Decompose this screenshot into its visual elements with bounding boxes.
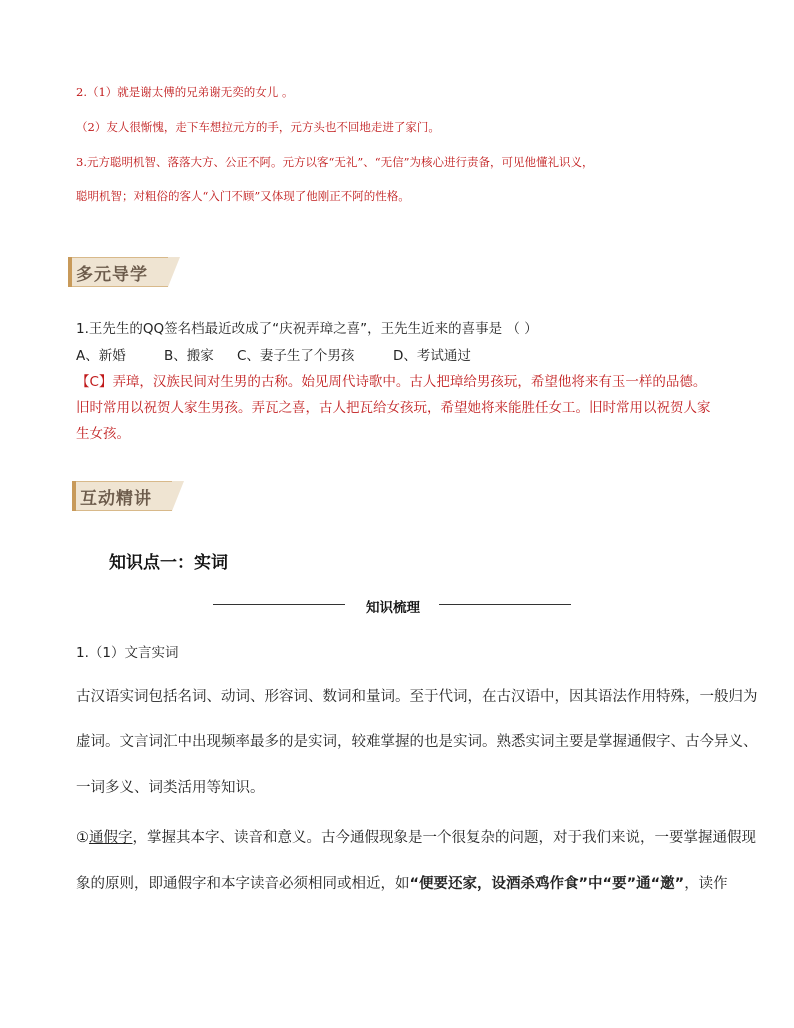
example-quote: “便要还家，设酒杀鸡作食”中“要”通“邀” [409, 876, 685, 892]
option-d: D、考试通过 [393, 348, 471, 364]
section-tag-hudong [72, 481, 172, 511]
answer-line-3: 3.元方聪明机智、落落大方、公正不阿。元方以客“无礼”、“无信”为核心进行责备，可见他懂礼识义， [76, 155, 594, 169]
paragraph-1-line-3: 一词多义、词类活用等知识。 [76, 780, 265, 796]
question-stem: 1.王先生的QQ签名档最近改成了“庆祝弄璋之喜”，王先生近来的喜事是 （ ） [76, 321, 538, 337]
section-title: 互动精讲 [80, 489, 152, 509]
paragraph-1-line-2: 虚词。文言词汇中出现频率最多的是实词，较难掌握的也是实词。熟悉实词主要是掌握通假字、古今异义、 [76, 734, 758, 750]
paragraph-2-text-a: 象的原则，即通假字和本字读音必须相同或相近，如 [76, 876, 410, 892]
option-a: A、新婚 [76, 348, 126, 364]
divider-left [213, 604, 345, 605]
item-title: 1.（1）文言实词 [76, 645, 179, 661]
explanation-line-3: 生女孩。 [76, 426, 130, 442]
divider-right [439, 604, 571, 605]
paragraph-2-line-2 [76, 872, 728, 893]
divider-label: 知识梳理 [366, 600, 420, 616]
paragraph-2-line-1 [76, 826, 756, 847]
paragraph-2-text: ，掌握其本字、读音和意义。古今通假现象是一个很复杂的问题，对于我们来说，一要掌握通假现 [132, 830, 756, 846]
section-title: 多元导学 [76, 265, 148, 285]
term-tongjiazi: 通假字 [89, 830, 133, 846]
knowledge-heading: 知识点一：实词 [109, 553, 228, 573]
explanation-text: 弄璋，汉族民间对生男的古称。始见周代诗歌中。古人把璋给男孩玩，希望他将来有玉一样的品德。 [112, 374, 707, 390]
option-b: B、搬家 [164, 348, 214, 364]
answer-line-1: 2.（1）就是谢太傅的兄弟谢无奕的女儿 。 [76, 85, 294, 99]
section-tag-duoyuan [68, 257, 168, 287]
paragraph-2-text-c: ，读作 [684, 876, 728, 892]
answer-line-4: 聪明机智；对粗俗的客人“入门不顾”又体现了他刚正不阿的性格。 [76, 189, 410, 203]
circled-number: ① [76, 830, 89, 846]
answer-tag: 【C】 [76, 374, 113, 390]
explanation-line-2: 旧时常用以祝贺人家生男孩。弄瓦之喜，古人把瓦给女孩玩，希望她将来能胜任女工。旧时常用以祝贺人家 [76, 400, 711, 416]
answer-line-2: （2）友人很惭愧，走下车想拉元方的手，元方头也不回地走进了家门。 [76, 120, 440, 134]
paragraph-1-line-1: 古汉语实词包括名词、动词、形容词、数词和量词。至于代词，在古汉语中，因其语法作用特殊，一般归为 [76, 689, 758, 705]
option-c: C、妻子生了个男孩 [237, 348, 355, 364]
explanation-line-1 [76, 370, 706, 390]
